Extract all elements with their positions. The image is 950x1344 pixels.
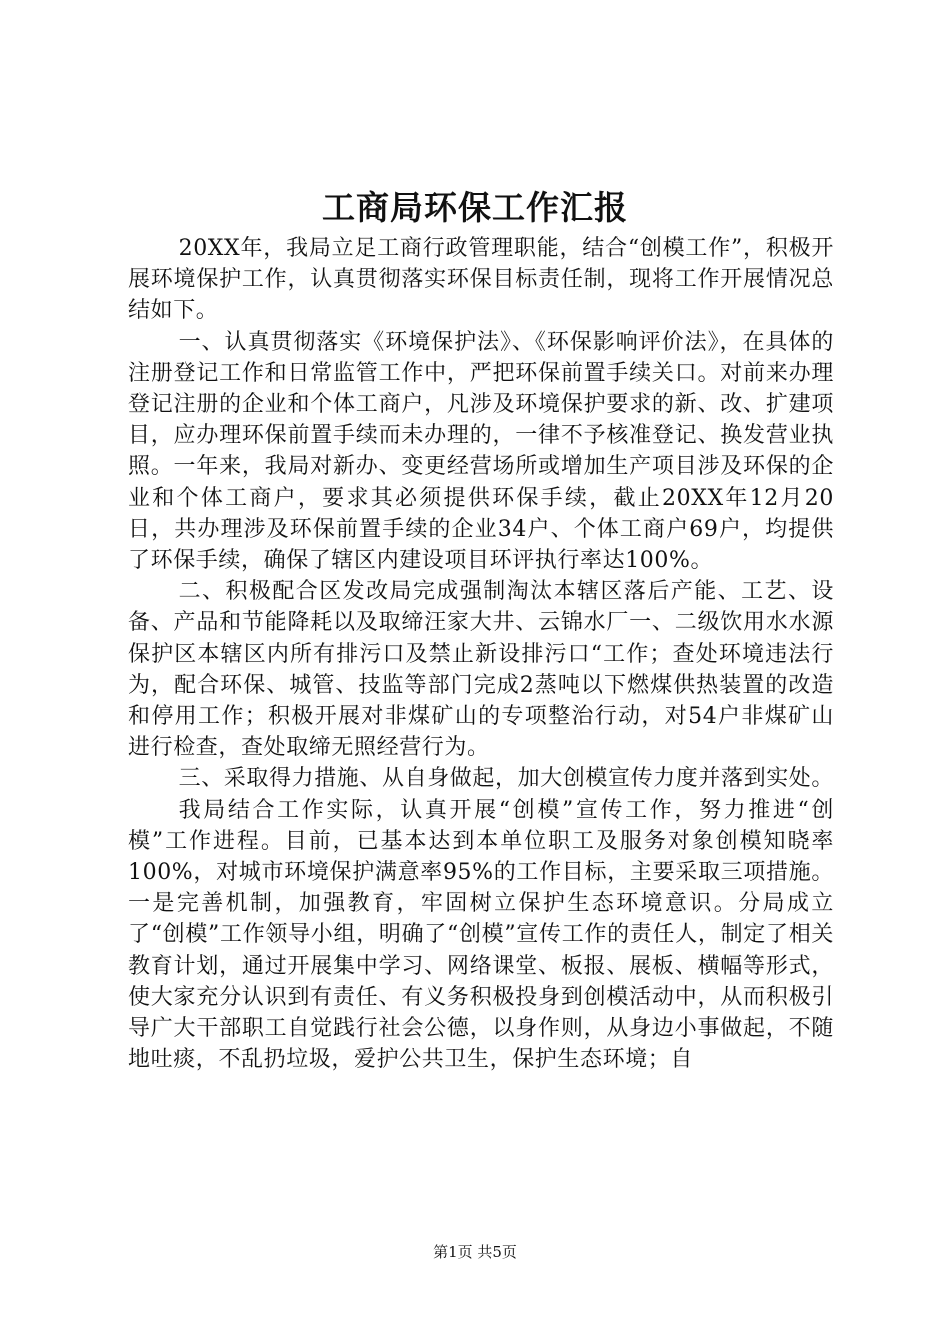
paragraph-section-3-heading: 三、采取得力措施、从自身做起，加大创模宣传力度并落到实处。 bbox=[178, 766, 834, 792]
document-title: 工商局环保工作汇报 bbox=[322, 188, 628, 227]
paragraph-section-1: 一、认真贯彻落实《环境保护法》、《环保影响评价法》，在具体的注册登记工作和日常监管工作中，严把环保前置手续关口。对前来办理登记注册的企业和个体工商户，凡涉及环境保护要求的新、改、扩建项目，应办理环保前置手续而未办理的，一律不予核准登记、换发营业执照。一年来，我局对新办、变更经营场所或增加生产项目涉及环保的企业和个体工商户，要求其必须提供环保手续，截止20XX年12月20日，共办理涉及环保前置手续的企业34户、个体工商户69户，均提供了环保手续，确保了辖区内建设项目环评执行率达100%。 bbox=[128, 329, 834, 574]
document-body bbox=[128, 233, 834, 1075]
paragraph-intro: 20XX年，我局立足工商行政管理职能，结合“创模工作”，积极开展环境保护工作，认真贯彻落实环保目标责任制，现将工作开展情况总结如下。 bbox=[128, 236, 834, 324]
paragraph-section-3-body: 我局结合工作实际，认真开展“创模”宣传工作，努力推进“创模”工作进程。目前，已基本达到本单位职工及服务对象创模知晓率100%，对城市环境保护满意率95%的工作目标，主要采取三项措施。一是完善机制，加强教育，牢固树立保护生态环境意识。分局成立了“创模”工作领导小组，明确了“创模”宣传工作的责任人，制定了相关教育计划，通过开展集中学习、网络课堂、板报、展板、横幅等形式，使大家充分认识到有责任、有义务积极投身到创模活动中，从而积极引导广大干部职工自觉践行社会公德，以身作则，从身边小事做起，不随地吐痰，不乱扔垃圾，爱护公共卫生，保护生态环境；自 bbox=[128, 797, 834, 1073]
paragraph-section-2: 二、积极配合区发改局完成强制淘汰本辖区落后产能、工艺、设备、产品和节能降耗以及取缔汪家大井、云锦水厂一、二级饮用水水源保护区本辖区内所有排污口及禁止新设排污口“工作；查处环境违法行为，配合环保、城管、技监等部门完成2蒸吨以下燃煤供热装置的改造和停用工作；积极开展对非煤矿山的专项整治行动，对54户非煤矿山进行检查，查处取缔无照经营行为。 bbox=[128, 579, 834, 761]
page-number-footer: 第1页 共5页 bbox=[433, 1243, 517, 1261]
